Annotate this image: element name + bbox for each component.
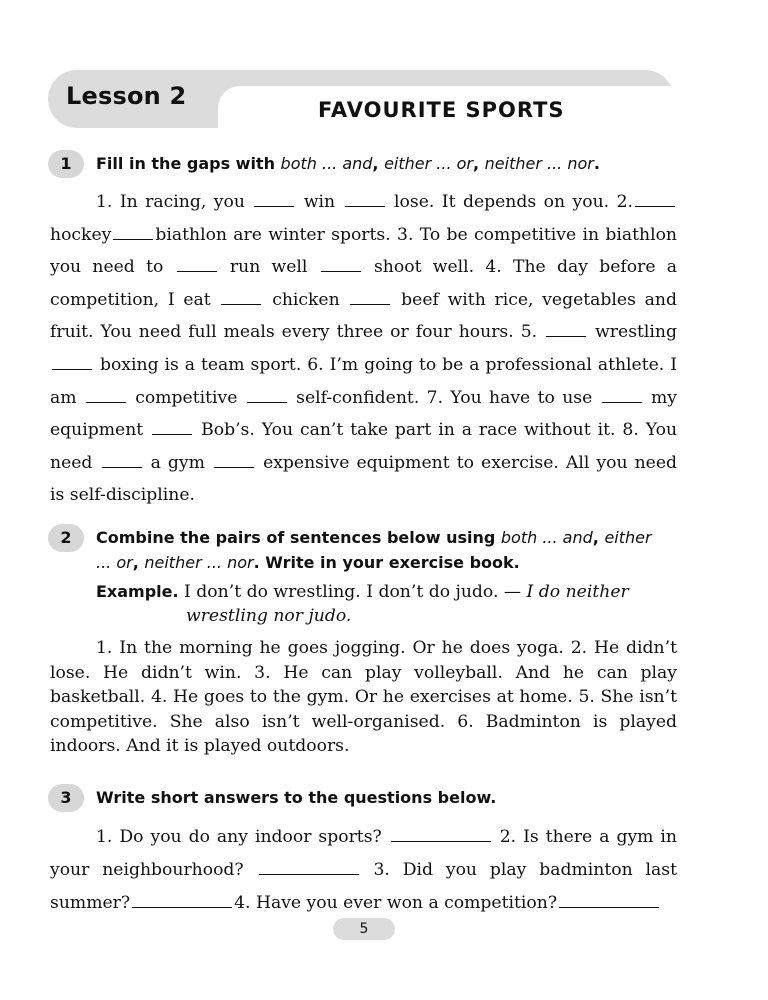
gap	[102, 450, 142, 467]
answer-line	[132, 891, 232, 908]
exercise-2-badge	[48, 524, 84, 552]
gap	[214, 450, 254, 467]
exercise-1-badge	[48, 150, 84, 178]
exercise-2-instruction-line-2: ... or, neither ... nor. Write in your exercise book.	[96, 553, 520, 572]
page-title: FAVOURITE SPORTS	[318, 98, 565, 122]
exercise-2-number: 2	[60, 528, 72, 547]
gap	[254, 190, 294, 207]
gap	[635, 190, 675, 207]
gap	[345, 190, 385, 207]
gap	[86, 385, 126, 402]
exercise-3-badge	[48, 784, 84, 812]
lesson-header	[48, 70, 674, 128]
answer-line	[391, 825, 491, 842]
exercise-3-instruction: Write short answers to the questions below.	[96, 788, 497, 807]
gap	[247, 385, 287, 402]
exercise-3-text: 1. Do you do any indoor sports? 2. Is there a gym in your neighbourhood? 3. Did you play badminton last summer? 4. Have you ever won a competition?	[50, 821, 677, 920]
exercise-2-text: 1. In the morning he goes jogging. Or he does yoga. 2. He didn’t lose. He didn’t win. 3. He can play volleyball. And he can play basketball. 4. He goes to the gym. Or he exercises at home. 5. She isn’t competitive. She also isn’t well-organised. 6. Badminton is played indoors. And it is played outdoors.	[50, 638, 677, 757]
gap	[321, 255, 361, 272]
lesson-label: Lesson 2	[66, 82, 187, 110]
gap	[350, 287, 390, 304]
gap	[152, 418, 192, 435]
exercise-3-number: 3	[60, 788, 72, 807]
gap	[113, 222, 153, 239]
gap	[221, 287, 261, 304]
exercise-1-text: 1. In racing, you win lose. It depends on you. 2.hockey biathlon are winter sports. 3. To be competitive in biathlon you need to run well shoot well. 4. The day before a competition, I eat chicken beef with rice, vegetables and fruit. You need full meals every three or four hours. 5. wrestling boxing is a team sport. 6. I’m going to be a professional athlete. I am competitive self-confident. 7. You have to use my equipment Bob’s. You can’t take part in a race without it. 8. You need a gym expensive equipment to exercise. All you need is self-discipline.	[50, 186, 677, 512]
gap	[546, 320, 586, 337]
exercise-2-example: Example. I don’t do wrestling. I don’t do judo. — I do neither wrestling nor judo.	[96, 582, 629, 626]
page-number: 5	[333, 918, 395, 940]
gap	[177, 255, 217, 272]
gap	[602, 385, 642, 402]
gap	[52, 353, 92, 370]
exercise-1-instruction: Fill in the gaps with both ... and, either ... or, neither ... nor.	[96, 154, 600, 173]
exercise-2-instruction-line-1: Combine the pairs of sentences below using both ... and, either	[96, 528, 652, 547]
exercise-1-number: 1	[60, 154, 72, 173]
answer-line	[559, 891, 659, 908]
answer-line	[259, 858, 359, 875]
